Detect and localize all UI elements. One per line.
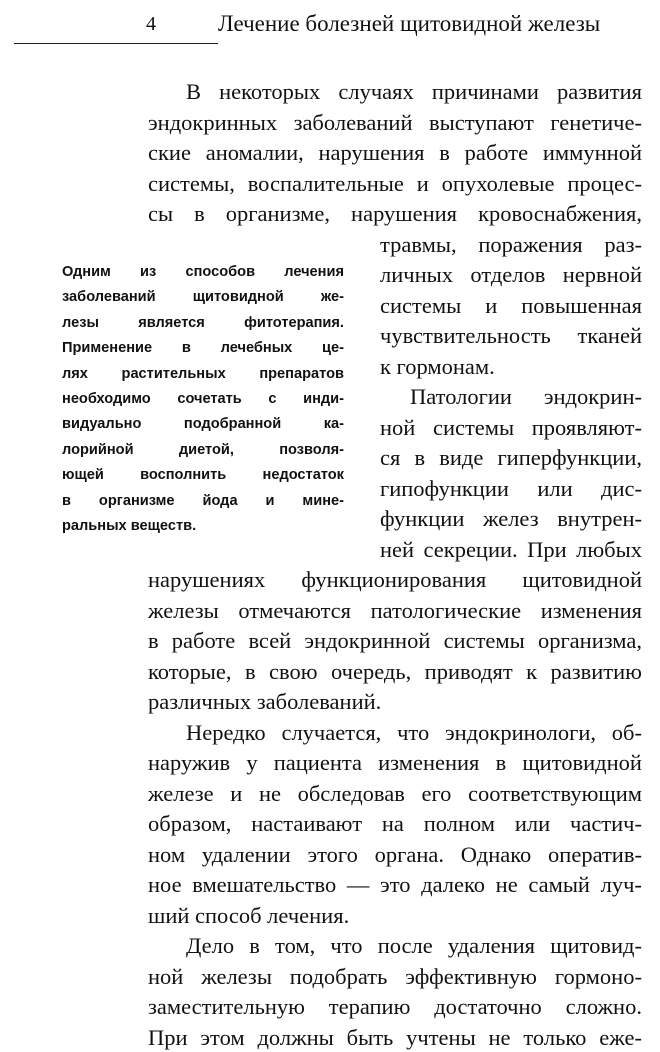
body-line: Дело в том, что после удаления щитовид- [186, 933, 642, 958]
sidenote-line: заболеваний щитовидной же- [62, 289, 344, 306]
sidenote-line: необходимо сочетать с инди- [62, 391, 344, 408]
sidenote-line: лорийной диетой, позволя- [62, 441, 344, 458]
body-line: ся в виде гиперфункции, [380, 445, 642, 470]
body-line: системы и повышенная [380, 292, 642, 318]
sidenote-line: ральных веществ. [62, 518, 197, 535]
sidenote-line: Одним из способов лечения [62, 264, 344, 280]
body-line: ней секреции. При любых [380, 536, 642, 562]
page-number: 4 [146, 13, 156, 35]
body-line: эндокринных заболеваний выступают генетиче- [148, 109, 642, 135]
sidenote-line: ющей восполнить недостаток [62, 467, 344, 484]
body-line: железе и не обследовав его соответствующим [148, 780, 642, 806]
body-line: наружив у пациента изменения в щитовидной [148, 750, 642, 775]
sidenote-line: в организме йода и мине- [62, 492, 344, 509]
body-line: ший способ лечения. [148, 902, 350, 928]
sidenote-line: Применение в лечебных це- [62, 340, 344, 357]
body-line: нарушениях функционирования щитовидной [148, 567, 642, 592]
body-line: Нередко случается, что эндокринологи, об- [186, 719, 642, 745]
body-line: гипофункции или дис- [380, 475, 642, 501]
body-line: ное вмешательство — это далеко не самый луч- [148, 872, 642, 897]
body-line: личных отделов нервной [380, 262, 642, 287]
sidenote-line: лезы является фитотерапия. [62, 314, 344, 331]
body-line: ном удалении этого органа. Однако оператив- [148, 841, 642, 867]
body-line: Патологии эндокрин- [410, 384, 642, 409]
body-line: в работе всей эндокринной системы организма, [148, 628, 642, 653]
body-line: травмы, поражения раз- [380, 231, 642, 257]
running-title: Лечение болезней щитовидной железы [218, 11, 601, 36]
body-line: В некоторых случаях причинами развития [186, 79, 642, 104]
body-line: железы отмечаются патологические изменения [148, 597, 642, 623]
body-line: различных заболеваний. [148, 689, 382, 714]
body-line: которые, в свою очередь, приводят к развитию [148, 658, 642, 684]
sidenote-line: видуально подобранной ка- [62, 416, 344, 433]
body-line: чувствительность тканей [380, 323, 642, 348]
body-line: образом, настаивают на полном или частич- [148, 811, 642, 836]
body-line: системы, воспалительные и опухолевые процес- [148, 170, 642, 196]
header-rule [14, 43, 218, 44]
body-line: функции желез внутрен- [380, 506, 642, 531]
sidenote [62, 260, 344, 539]
body-line: ной системы проявляют- [380, 414, 642, 440]
body-line: При этом должны быть учтены не только еже- [148, 1024, 642, 1050]
sidenote-line: лях растительных препаратов [62, 365, 344, 382]
body-line: заместительную терапию достаточно сложно. [148, 994, 642, 1019]
body-line: сы в организме, нарушения кровоснабжения, [148, 201, 642, 226]
body-line: к гормонам. [380, 353, 495, 379]
body-line: ной железы подобрать эффективную гормоно- [148, 963, 642, 989]
body-line: ские аномалии, нарушения в работе иммунной [148, 140, 642, 165]
